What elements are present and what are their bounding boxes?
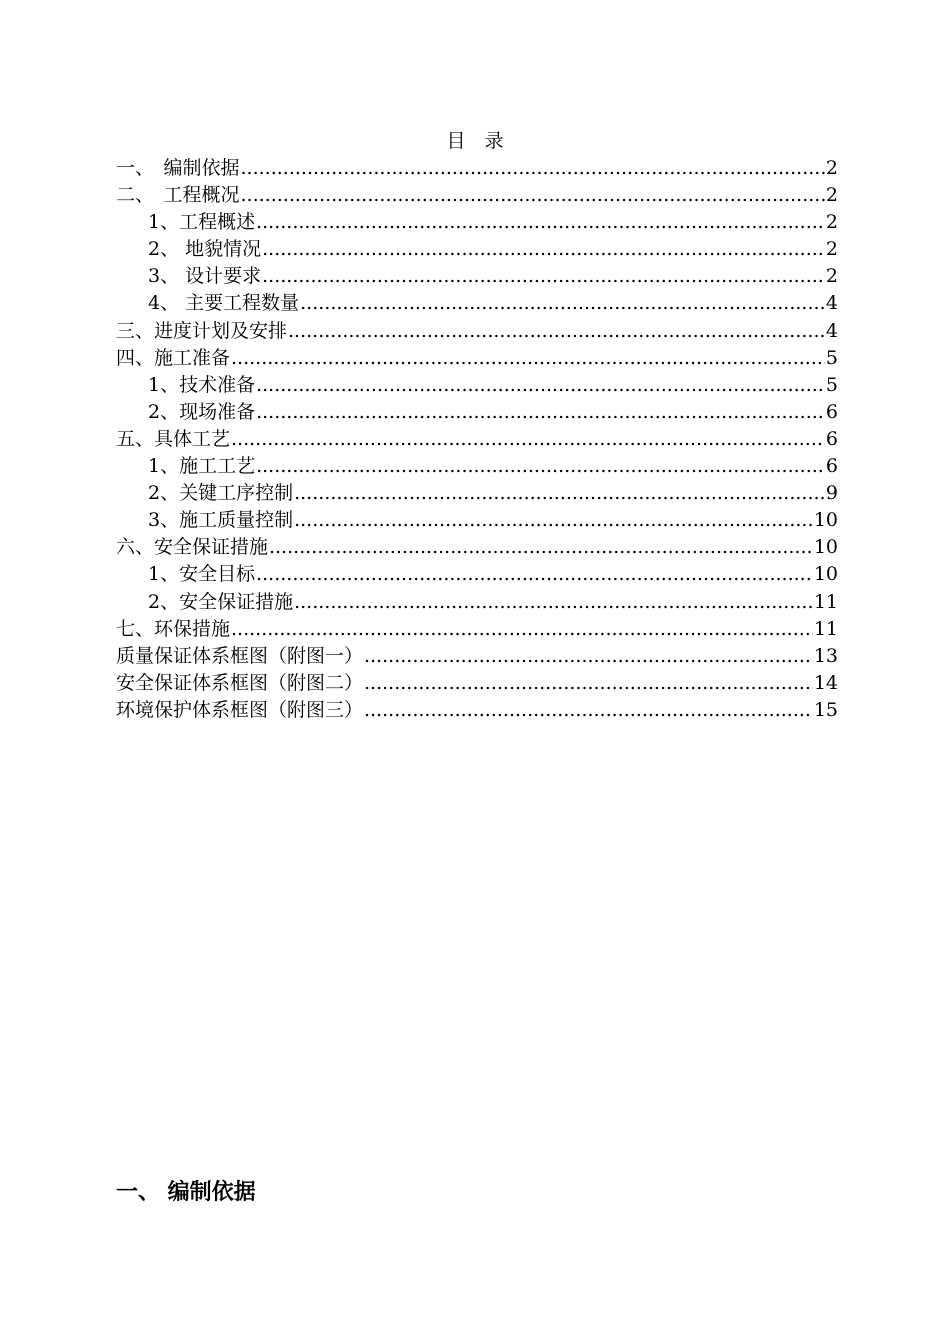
toc-dot-leader (364, 643, 813, 670)
toc-entry[interactable] (116, 236, 838, 263)
toc-entry[interactable] (116, 155, 838, 182)
toc-entry-label: 3、 设计要求 (148, 265, 262, 288)
toc-entry-page: 13 (813, 644, 838, 667)
toc-dot-leader (294, 589, 813, 616)
toc-entry[interactable] (116, 534, 838, 561)
toc-entry-page: 10 (813, 563, 838, 586)
toc-entry-page: 6 (825, 400, 838, 423)
toc-entry-label: 四、施工准备 (116, 346, 231, 369)
toc-entry-page: 11 (813, 617, 838, 640)
toc-entry-label: 2、现场准备 (148, 400, 256, 423)
toc-entry-label: 2、安全保证措施 (148, 590, 294, 613)
toc-entry-label: 环境保护体系框图（附图三） (116, 698, 364, 721)
toc-entry-label: 1、安全目标 (148, 563, 256, 586)
toc-entry-page: 4 (825, 292, 838, 315)
toc-entry-label: 质量保证体系框图（附图一） (116, 644, 364, 667)
toc-entry[interactable] (116, 643, 838, 670)
toc-entry-page: 4 (825, 319, 838, 342)
toc-entry-page: 5 (825, 346, 838, 369)
toc-entry-page: 6 (825, 455, 838, 478)
toc-entry[interactable] (116, 263, 838, 290)
toc-entry-page: 2 (825, 211, 838, 234)
toc-entry-label: 2、关键工序控制 (148, 482, 294, 505)
toc-entry-page: 2 (825, 184, 838, 207)
table-of-contents (116, 155, 838, 724)
toc-entry-page: 2 (825, 157, 838, 179)
toc-entry-label: 4、 主要工程数量 (148, 292, 300, 315)
section-heading: 一、 编制依据 (116, 1180, 256, 1205)
toc-entry[interactable] (116, 345, 838, 372)
toc-entry[interactable] (116, 372, 838, 399)
toc-dot-leader (300, 290, 825, 317)
toc-entry-page: 2 (825, 238, 838, 261)
toc-entry-page: 10 (813, 509, 838, 532)
toc-dot-leader (262, 263, 825, 290)
toc-entry-label: 安全保证体系框图（附图二） (116, 671, 364, 694)
toc-entry[interactable] (116, 697, 838, 724)
toc-dot-leader (231, 345, 825, 372)
toc-entry-label: 2、 地貌情况 (148, 238, 262, 261)
toc-entry-label: 七、环保措施 (116, 617, 231, 640)
toc-dot-leader (364, 670, 813, 697)
toc-entry[interactable] (116, 670, 838, 697)
toc-entry[interactable] (116, 399, 838, 426)
toc-entry-page: 9 (825, 482, 838, 505)
toc-entry-label: 1、施工工艺 (148, 455, 256, 478)
toc-entry-page: 5 (825, 373, 838, 396)
toc-entry-label: 五、具体工艺 (116, 427, 231, 450)
toc-entry-label: 3、施工质量控制 (148, 509, 294, 532)
toc-entry-label: 1、工程概述 (148, 211, 256, 234)
toc-entry[interactable] (116, 318, 838, 345)
toc-entry-label: 一、 编制依据 (116, 157, 240, 179)
toc-entry-page: 2 (825, 265, 838, 288)
toc-entry[interactable] (116, 480, 838, 507)
toc-dot-leader (269, 534, 813, 561)
toc-entry[interactable] (116, 426, 838, 453)
toc-dot-leader (262, 236, 825, 263)
toc-dot-leader (288, 318, 825, 345)
toc-entry-page: 10 (813, 536, 838, 559)
toc-dot-leader (231, 426, 825, 453)
toc-dot-leader (256, 209, 825, 236)
toc-entry-page: 11 (813, 590, 838, 613)
toc-entry-page: 15 (813, 698, 838, 721)
toc-dot-leader (294, 480, 825, 507)
toc-dot-leader (256, 453, 825, 480)
toc-entry-label: 六、安全保证措施 (116, 536, 269, 559)
toc-entry-label: 二、 工程概况 (116, 184, 240, 207)
toc-entry[interactable] (116, 589, 838, 616)
toc-dot-leader (294, 507, 813, 534)
toc-entry-label: 1、技术准备 (148, 373, 256, 396)
toc-dot-leader (256, 372, 825, 399)
toc-dot-leader (241, 182, 825, 209)
toc-entry-page: 6 (825, 427, 838, 450)
toc-entry-page: 14 (813, 671, 838, 694)
toc-entry[interactable] (116, 182, 838, 209)
toc-entry-label: 三、进度计划及安排 (116, 319, 288, 342)
toc-entry[interactable] (116, 507, 838, 534)
toc-entry[interactable] (116, 453, 838, 480)
toc-dot-leader (256, 561, 813, 588)
toc-dot-leader (231, 616, 813, 643)
toc-entry[interactable] (116, 209, 838, 236)
toc-entry[interactable] (116, 616, 838, 643)
toc-dot-leader (364, 697, 813, 724)
toc-entry[interactable] (116, 290, 838, 317)
toc-dot-leader (256, 399, 825, 426)
toc-title: 目 录 (446, 130, 504, 152)
toc-entry[interactable] (116, 561, 838, 588)
toc-dot-leader (241, 155, 825, 182)
